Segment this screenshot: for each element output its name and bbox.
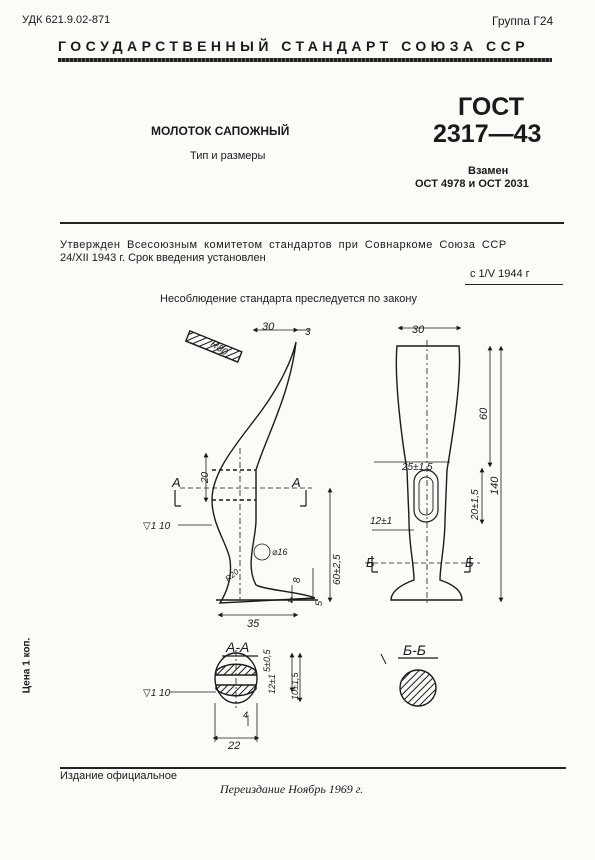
gost-number: 2317—43 bbox=[433, 120, 542, 148]
group-code: Группа Г24 bbox=[492, 14, 554, 28]
side-view bbox=[175, 330, 330, 615]
dim-8: 8 bbox=[292, 577, 303, 583]
document-subtitle: Тип и размеры bbox=[190, 150, 266, 162]
section-a-right: A bbox=[292, 475, 301, 490]
dim-dia16: ⌀16 bbox=[272, 547, 288, 557]
dim-30-right: 30 bbox=[412, 324, 425, 336]
dim-10-1-5: 10±1,5 bbox=[290, 672, 300, 700]
section-b-b-title: Б-Б bbox=[403, 642, 426, 658]
dim-35: 35 bbox=[247, 618, 260, 630]
section-a-a bbox=[170, 650, 300, 742]
dim-4: 4 bbox=[288, 595, 294, 605]
dim-12-1-b: 12±1 bbox=[267, 674, 277, 694]
document-title: МОЛОТОК САПОЖНЫЙ bbox=[151, 124, 290, 138]
dim-5-0-5: 5±0,5 bbox=[262, 649, 272, 672]
section-a-left: A bbox=[172, 475, 181, 490]
surface-finish-2: ▽1 10 bbox=[143, 688, 171, 699]
replaces-value: ОСТ 4978 и ОСТ 2031 bbox=[415, 178, 529, 190]
dim-4-b: 4 bbox=[243, 710, 249, 720]
section-b-b bbox=[381, 654, 438, 706]
section-a-a-title: А-А bbox=[226, 639, 250, 655]
dim-r20: R20 bbox=[223, 567, 241, 584]
dim-60-2-5: 60±2,5 bbox=[332, 554, 343, 585]
reissue-note: Переиздание Ноябрь 1969 г. bbox=[220, 782, 364, 796]
dim-140: 140 bbox=[489, 476, 501, 495]
dim-20: 20 bbox=[200, 471, 211, 483]
replaces-label: Взамен bbox=[468, 165, 509, 177]
section-b-right: Б bbox=[465, 555, 474, 570]
footer-rule bbox=[60, 767, 566, 769]
section-b-left: Б bbox=[366, 555, 375, 570]
dim-r80: R80 bbox=[208, 338, 230, 359]
dim-60: 60 bbox=[478, 407, 490, 420]
udc-code: УДК 621.9.02-871 bbox=[22, 14, 111, 26]
approval-line-2: 24/XII 1943 г. Срок введения установлен bbox=[60, 252, 266, 264]
gost-label: ГОСТ bbox=[458, 93, 524, 121]
dim-5: 5 bbox=[314, 600, 324, 606]
law-notice: Несоблюдение стандарта преследуется по закону bbox=[160, 293, 417, 305]
effective-date: с 1/V 1944 г bbox=[470, 268, 530, 280]
dim-20-1-5: 20±1,5 bbox=[470, 489, 481, 520]
dim-12-1: 12±1 bbox=[370, 516, 393, 527]
dim-22: 22 bbox=[228, 740, 241, 752]
surface-finish-1: ▽1 10 bbox=[143, 521, 171, 532]
state-standard-header: ГОСУДАРСТВЕННЫЙ СТАНДАРТ СОЮЗА ССР bbox=[58, 38, 530, 54]
front-view bbox=[365, 328, 501, 606]
dim-25-1-5: 25±1,5 bbox=[402, 462, 433, 473]
dim-30-left: 30 bbox=[262, 321, 275, 333]
official-edition: Издание официальное bbox=[60, 770, 177, 782]
dim-3: 3 bbox=[305, 327, 311, 338]
approval-line-1: Утвержден Всесоюзным комитетом стандартов при Совнаркоме Союза ССР bbox=[60, 239, 507, 251]
price-note: Цена 1 коп. bbox=[21, 637, 33, 694]
